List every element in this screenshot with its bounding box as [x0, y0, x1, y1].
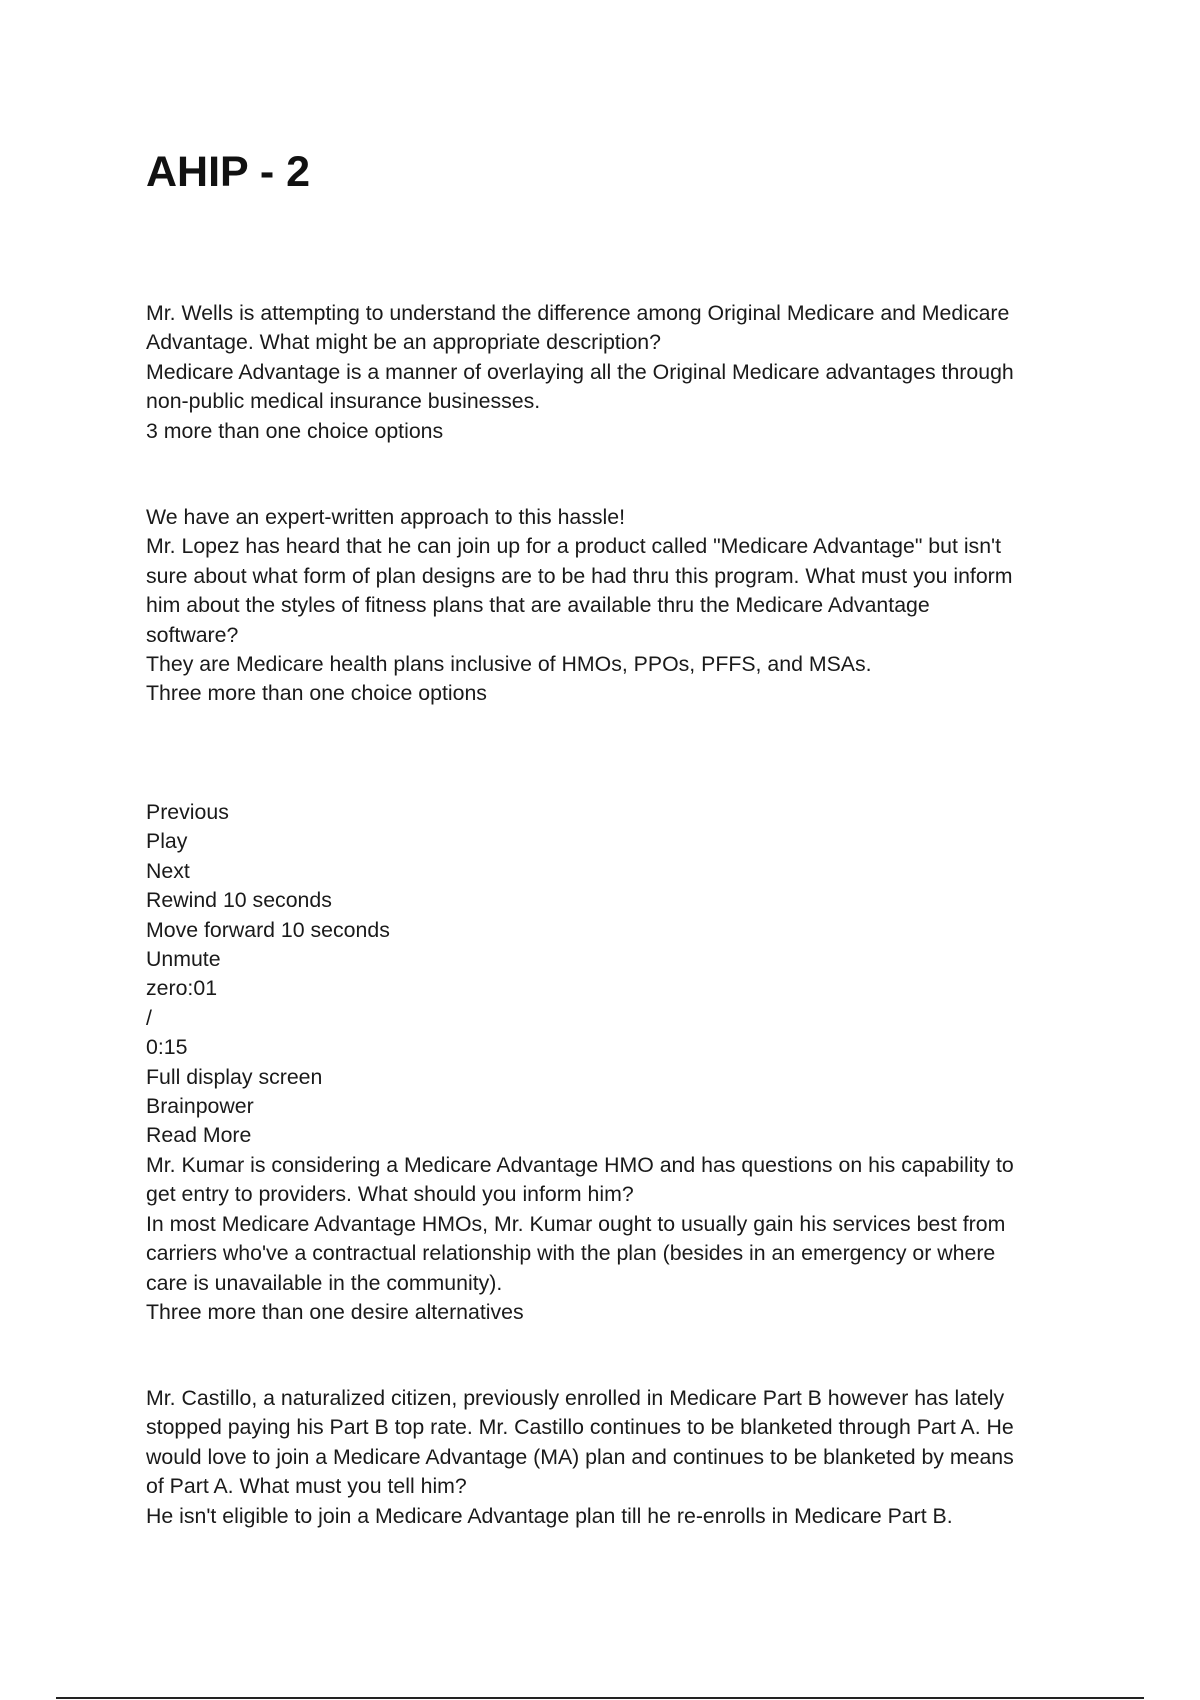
question-text-line: Mr. Castillo, a naturalized citizen, previously enrolled in Medicare Part B however has lately — [146, 1386, 1005, 1410]
answer-text-line: non-public medical insurance businesses. — [146, 389, 541, 414]
answer-text-line: carriers who've a contractual relationship with the plan (besides in an emergency or where — [146, 1241, 996, 1266]
player-and-question-block — [146, 798, 1076, 1327]
intro-text: We have an expert-written approach to this hassle! — [146, 505, 626, 529]
question-block-lopez — [146, 503, 1076, 709]
previous-button[interactable]: Previous — [146, 800, 229, 824]
current-time: zero:01 — [146, 976, 218, 1001]
question-text-line: Mr. Wells is attempting to understand the difference among Original Medicare and Medicare — [146, 301, 1010, 325]
question-text-line: Mr. Lopez has heard that he can join up for a product called "Medicare Advantage" but isn't — [146, 534, 1002, 559]
play-button[interactable]: Play — [146, 829, 188, 854]
question-text-line: him about the styles of fitness plans that are available thru the Medicare Advantage — [146, 593, 930, 618]
question-block-wells — [146, 299, 1076, 446]
question-text-line: get entry to providers. What should you inform him? — [146, 1182, 634, 1207]
question-text-line: stopped paying his Part B top rate. Mr. Castillo continues to be blanketed through Part A. He — [146, 1415, 1014, 1440]
forward-button[interactable]: Move forward 10 seconds — [146, 917, 390, 942]
question-text-line: of Part A. What must you tell him? — [146, 1474, 467, 1499]
read-more-link[interactable]: Read More — [146, 1123, 252, 1148]
question-text-line: sure about what form of plan designs are to be had thru this program. What must you inform — [146, 563, 1013, 588]
answer-text-line: Medicare Advantage is a manner of overlaying all the Original Medicare advantages through — [146, 359, 1014, 384]
next-button[interactable]: Next — [146, 858, 190, 883]
fullscreen-button[interactable]: Full display screen — [146, 1064, 323, 1089]
brand-label: Brainpower — [146, 1094, 254, 1119]
options-note: Three more than one desire alternatives — [146, 1299, 524, 1324]
options-note: 3 more than one choice options — [146, 418, 444, 443]
options-note: Three more than one choice options — [146, 681, 487, 706]
duration: 0:15 — [146, 1035, 188, 1060]
answer-text-line: care is unavailable in the community). — [146, 1270, 503, 1295]
footer-divider — [56, 1697, 1144, 1699]
question-block-castillo — [146, 1384, 1076, 1531]
question-text-line: Advantage. What might be an appropriate description? — [146, 330, 661, 355]
document-title: AHIP - 2 — [146, 148, 311, 196]
rewind-button[interactable]: Rewind 10 seconds — [146, 888, 332, 913]
question-text-line: would love to join a Medicare Advantage (MA) plan and continues to be blanketed by means — [146, 1444, 1014, 1469]
answer-text-line: They are Medicare health plans inclusive of HMOs, PPOs, PFFS, and MSAs. — [146, 652, 872, 677]
question-text-line: Mr. Kumar is considering a Medicare Advantage HMO and has questions on his capability to — [146, 1152, 1014, 1177]
question-text-line: software? — [146, 622, 239, 647]
unmute-button[interactable]: Unmute — [146, 947, 221, 972]
time-separator: / — [146, 1005, 152, 1030]
answer-text-line: In most Medicare Advantage HMOs, Mr. Kumar ought to usually gain his services best from — [146, 1211, 1006, 1236]
answer-text-line: He isn't eligible to join a Medicare Advantage plan till he re-enrolls in Medicare Part B. — [146, 1503, 953, 1528]
